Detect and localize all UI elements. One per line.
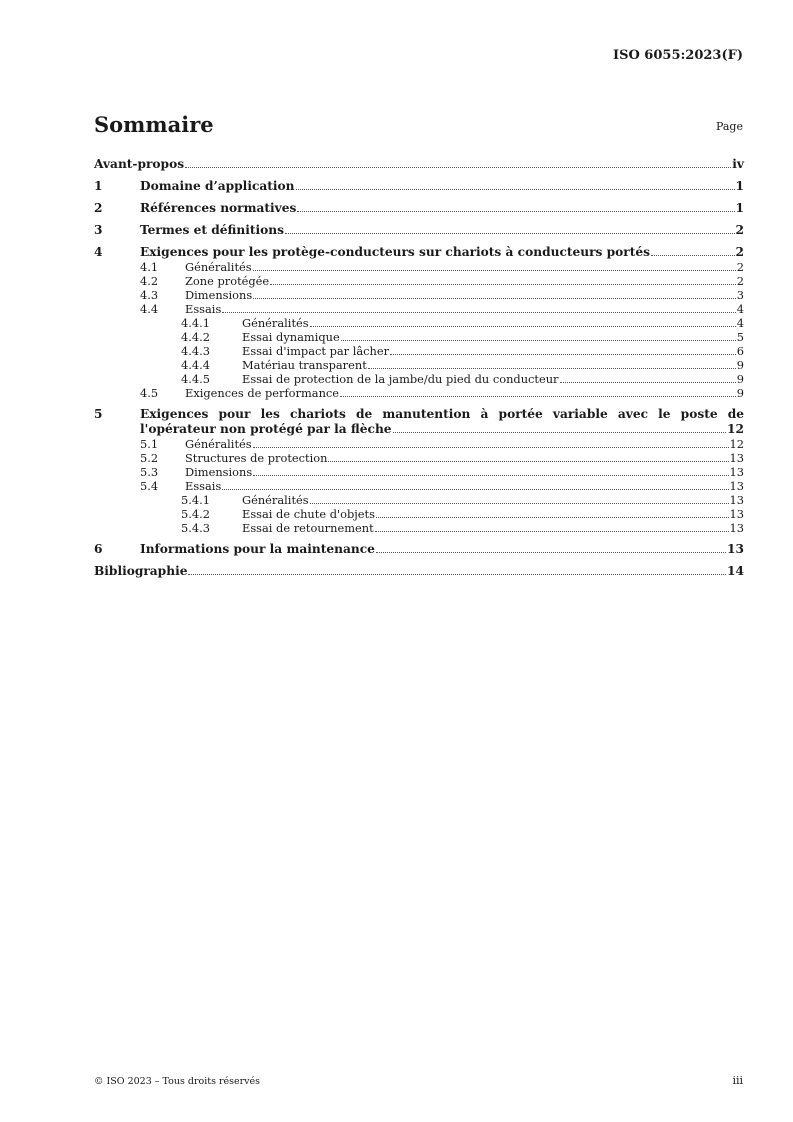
toc-entry-4-1[interactable] (94, 260, 744, 274)
toc-entry-page: 9 (736, 372, 744, 386)
toc-entry-4-4[interactable] (94, 302, 744, 316)
leader-dots (390, 354, 736, 355)
toc-entry-title: Dimensions (185, 288, 253, 302)
toc-entry-title: Termes et définitions (140, 223, 284, 237)
copyright-notice: © ISO 2023 – Tous droits réservés (94, 1076, 261, 1087)
toc-entry-5-4[interactable] (94, 479, 744, 493)
leader-dots (340, 396, 736, 397)
toc-entry-page: 2 (735, 245, 744, 259)
toc-entry-title: Généralités (242, 316, 309, 330)
toc-entry-title-line2: l'opérateur non protégé par la flèche (140, 422, 392, 436)
toc-entry-page: 13 (729, 479, 744, 493)
toc-entry-title-line1: Exigences pour les chariots de manutention à portée variable avec le poste de (140, 407, 744, 421)
toc-entry-page: 1 (735, 179, 744, 193)
toc-entry-title: Zone protégée (185, 274, 270, 288)
toc-entry-number: 4.4 (140, 302, 159, 316)
toc-entry-number: 4.4.1 (181, 316, 210, 330)
toc-entry-5[interactable] (94, 407, 744, 437)
toc-entry-5-3[interactable] (94, 465, 744, 479)
toc-entry-page: 13 (729, 465, 744, 479)
toc-entry-4-2[interactable] (94, 274, 744, 288)
toc-entry-number: 4.4.2 (181, 330, 210, 344)
toc-entry-number: 4 (94, 245, 103, 259)
leader-dots (560, 382, 736, 383)
leader-dots (253, 475, 728, 476)
toc-entry-page: 14 (727, 564, 744, 578)
toc-entry-4-3[interactable] (94, 288, 744, 302)
toc-entry-1[interactable] (94, 179, 744, 194)
toc-entry-5-4-1[interactable] (94, 493, 744, 507)
toc-entry-page: 12 (727, 422, 744, 436)
page-number: iii (732, 1074, 743, 1087)
toc-entry-number: 2 (94, 201, 103, 215)
toc-entry-5-1[interactable] (94, 437, 744, 451)
leader-dots (310, 503, 729, 504)
toc-entry-page: 13 (729, 493, 744, 507)
toc-entry-title: Essai de retournement (242, 521, 374, 535)
toc-entry-title: Avant-propos (94, 157, 185, 171)
toc-entry-number: 5.1 (140, 437, 159, 451)
leader-dots (310, 326, 736, 327)
toc-entry-page: 12 (729, 437, 744, 451)
leader-dots (270, 284, 736, 285)
leader-dots (341, 340, 736, 341)
toc-entry-number: 6 (94, 542, 103, 556)
toc-entry-number: 5 (94, 407, 103, 421)
leader-dots (253, 447, 729, 448)
toc-entry-bibliographie[interactable] (94, 564, 744, 579)
leader-dots (297, 211, 734, 212)
toc-entry-page: 13 (727, 542, 744, 556)
toc-entry-page: 9 (736, 358, 744, 372)
toc-entry-number: 5.4.1 (181, 493, 210, 507)
toc-entry-number: 3 (94, 223, 103, 237)
toc-entry-number: 4.3 (140, 288, 159, 302)
leader-dots (222, 312, 735, 313)
toc-entry-title: Dimensions (185, 465, 253, 479)
toc-entry-number: 4.2 (140, 274, 159, 288)
toc-entry-number: 5.3 (140, 465, 159, 479)
toc-entry-page: 13 (729, 451, 744, 465)
toc-entry-page: 4 (736, 316, 744, 330)
toc-entry-title: Généralités (185, 437, 252, 451)
toc-entry-title: Matériau transparent (242, 358, 367, 372)
toc-entry-title: Structures de protection (185, 451, 328, 465)
toc-entry-title: Essai dynamique (242, 330, 340, 344)
leader-dots (328, 461, 728, 462)
page-column-label: Page (715, 120, 743, 133)
toc-entry-page: 9 (736, 386, 744, 400)
toc-entry-number: 5.4.2 (181, 507, 210, 521)
toc-entry-title: Informations pour la maintenance (140, 542, 375, 556)
toc-entry-5-4-3[interactable] (94, 521, 744, 535)
table-of-contents (94, 157, 744, 579)
toc-entry-page: 13 (729, 507, 744, 521)
toc-entry-5-4-2[interactable] (94, 507, 744, 521)
toc-entry-page: 2 (735, 223, 744, 237)
toc-entry-2[interactable] (94, 201, 744, 216)
toc-entry-title: Essais (185, 302, 222, 316)
leader-dots (651, 255, 735, 256)
toc-entry-6[interactable] (94, 542, 744, 557)
leader-dots (296, 189, 735, 190)
toc-entry-page: 4 (736, 302, 744, 316)
toc-title: Sommaire (94, 112, 214, 137)
toc-entry-3[interactable] (94, 223, 744, 238)
toc-entry-page: 1 (735, 201, 744, 215)
toc-entry-title: Références normatives (140, 201, 297, 215)
toc-entry-4[interactable] (94, 245, 744, 260)
toc-entry-4-4-1[interactable] (94, 316, 744, 330)
toc-entry-number: 4.4.5 (181, 372, 210, 386)
toc-entry-page: 2 (736, 274, 744, 288)
toc-entry-number: 5.4 (140, 479, 159, 493)
toc-entry-avant-propos[interactable] (94, 157, 744, 172)
toc-entry-title: Domaine d’application (140, 179, 295, 193)
leader-dots (188, 574, 726, 575)
toc-entry-title: Essai de chute d'objets (242, 507, 375, 521)
leader-dots (285, 233, 735, 234)
toc-entry-page: 6 (736, 344, 744, 358)
toc-entry-title: Bibliographie (94, 564, 188, 578)
toc-entry-number: 4.5 (140, 386, 159, 400)
leader-dots (185, 167, 731, 168)
toc-entry-title: Généralités (185, 260, 252, 274)
leader-dots (253, 298, 736, 299)
toc-entry-number: 5.2 (140, 451, 159, 465)
toc-entry-number: 4.4.4 (181, 358, 210, 372)
toc-entry-title: Essai de protection de la jambe/du pied du conducteur (242, 372, 559, 386)
document-id: ISO 6055:2023(F) (612, 48, 743, 63)
toc-entry-title: Essais (185, 479, 222, 493)
toc-entry-4-5[interactable] (94, 386, 744, 400)
toc-entry-page: 2 (736, 260, 744, 274)
toc-entry-title: Exigences de performance (185, 386, 340, 400)
leader-dots (368, 368, 736, 369)
toc-entry-number: 1 (94, 179, 103, 193)
leader-dots (393, 432, 726, 433)
leader-dots (253, 270, 736, 271)
toc-entry-page: 3 (736, 288, 744, 302)
toc-entry-number: 4.4.3 (181, 344, 210, 358)
toc-entry-number: 4.1 (140, 260, 159, 274)
toc-entry-title-line2-row (140, 422, 744, 437)
toc-entry-4-4-4[interactable] (94, 358, 744, 372)
leader-dots (376, 517, 729, 518)
leader-dots (375, 531, 729, 532)
toc-entry-4-4-2[interactable] (94, 330, 744, 344)
toc-entry-title: Exigences pour les protège-conducteurs sur chariots à conducteurs portés (140, 245, 650, 259)
toc-entry-title-block (140, 407, 744, 437)
toc-entry-4-4-5[interactable] (94, 372, 744, 386)
toc-entry-page: iv (732, 157, 744, 171)
leader-dots (376, 552, 726, 553)
toc-entry-5-2[interactable] (94, 451, 744, 465)
toc-entry-title: Généralités (242, 493, 309, 507)
toc-entry-page: 13 (729, 521, 744, 535)
leader-dots (222, 489, 728, 490)
toc-entry-title: Essai d'impact par lâcher (242, 344, 390, 358)
toc-entry-4-4-3[interactable] (94, 344, 744, 358)
toc-entry-number: 5.4.3 (181, 521, 210, 535)
toc-entry-page: 5 (736, 330, 744, 344)
